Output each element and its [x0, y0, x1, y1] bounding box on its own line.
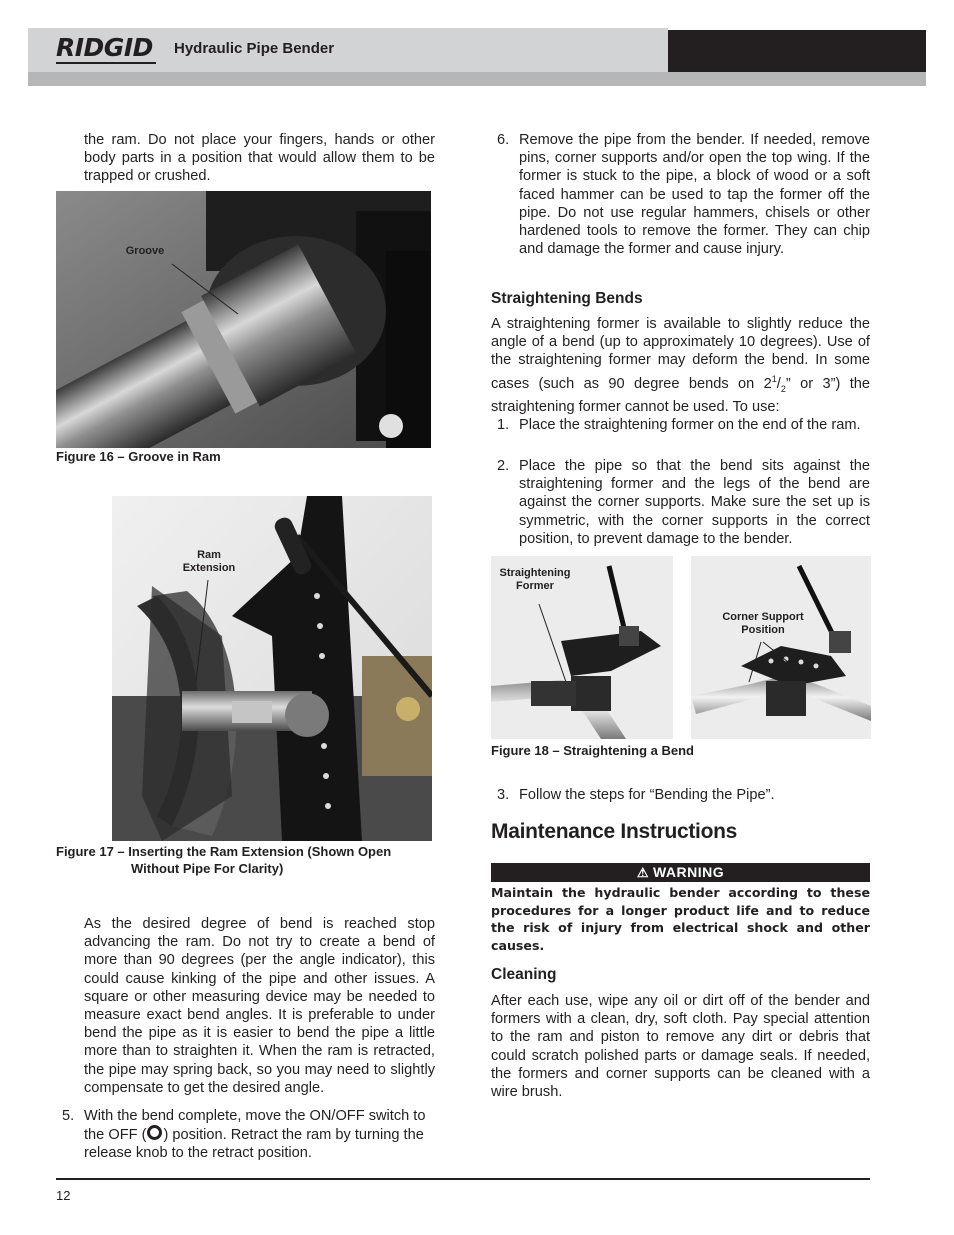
- straightening-intro: [491, 315, 870, 416]
- warning-triangle-icon: ⚠: [636, 865, 649, 880]
- figure-18-photo: [491, 556, 871, 739]
- straightening-step-3-text: Follow the steps for “Bending the Pipe”.: [519, 787, 775, 803]
- corner-support-label-line2: Position: [741, 624, 785, 636]
- logo-underline: [56, 62, 156, 64]
- figure-17-caption: [56, 843, 391, 877]
- groove-label: Groove: [125, 245, 165, 257]
- warning-text: Maintain the hydraulic bender according to these procedures for a longer product life and to reduce the risk of injury from electrical shock and other causes.: [491, 885, 870, 953]
- step-6-text: Remove the pipe from the bender. If needed, remove pins, corner supports and/or open the top wing. If the former is stuck to the pipe, a block of wood or a soft faced hammer can be used to tap the former off the pipe. Do not use regular hammers, chisels or other hardened tools to remove the former. They can chip and damage the former and cause injury.: [519, 132, 870, 258]
- step-6: [497, 131, 870, 258]
- straightening-intro-b: ” or 3”) the straightening former cannot be used. To use:: [491, 375, 870, 415]
- warning-label: WARNING: [652, 864, 725, 880]
- page-number: 12: [56, 1188, 71, 1203]
- straightening-step-1: [497, 416, 870, 434]
- warning-bar: [491, 863, 870, 882]
- straightening-step-3: [497, 786, 870, 804]
- fraction-denominator: 2: [780, 383, 786, 394]
- step-5-text: [84, 1107, 435, 1163]
- fraction-numerator: 1: [771, 373, 777, 384]
- step-5-number: 5.: [62, 1108, 75, 1124]
- figure-16-photo: [56, 191, 431, 448]
- intro-paragraph: the ram. Do not place your fingers, hands or other body parts in a position that would allow them to be trapped or crushed.: [84, 132, 435, 185]
- straightening-former-label-line1: Straightening: [499, 567, 571, 579]
- figure-18-caption: Figure 18 – Straightening a Bend: [491, 743, 694, 758]
- figure-17-caption-line1: Figure 17 – Inserting the Ram Extension (Shown Open: [56, 844, 392, 859]
- straightening-step-2-text: Place the pipe so that the bend sits against the straightening former and the legs of the bend are against the corner supports. Make sure the set up is symmetric, with the corner supports in the correct position, to prevent damage to the bender.: [519, 458, 870, 547]
- ram-extension-leader-line: [112, 496, 432, 841]
- header-title: Hydraulic Pipe Bender: [174, 40, 335, 57]
- step-5: [62, 1107, 435, 1163]
- cleaning-text: After each use, wipe any oil or dirt off of the bender and formers with a clean, dry, soft cloth. Pay special attention to the ram and piston to remove any dirt or debris that could scratch polished parts or damage seals. If needed, the formers and corner supports can be cleaned with a wire brush.: [491, 993, 870, 1101]
- figure-17-photo: [112, 496, 432, 841]
- straightening-step-2-number: 2.: [497, 458, 510, 474]
- straightening-bends-heading: Straightening Bends: [491, 290, 643, 307]
- groove-leader-line: [56, 191, 431, 448]
- corner-support-label-line1: Corner Support: [722, 611, 804, 623]
- figure-18-leader-lines: [491, 556, 871, 739]
- ridgid-logo: RIDGID: [56, 33, 153, 62]
- step-5-text-b: ) position. Retract the ram by turning the release knob to the retract position.: [84, 1127, 424, 1162]
- straightening-former-label-line2: Former: [516, 580, 554, 592]
- off-switch-icon: [147, 1125, 162, 1140]
- header-black-tab: [668, 30, 926, 72]
- step-5-text-a: With the bend complete, move the ON/OFF switch to the OFF (: [84, 1108, 426, 1144]
- ram-extension-label-line1: Ram: [197, 549, 221, 561]
- ram-extension-label-line2: Extension: [182, 562, 236, 574]
- header-shadow-band: [28, 72, 926, 86]
- step-6-number: 6.: [497, 132, 510, 148]
- straightening-step-1-text: Place the straightening former on the end of the ram.: [519, 417, 861, 433]
- fraction-slash: /: [776, 375, 781, 392]
- footer-rule: [56, 1178, 870, 1180]
- straightening-intro-a: A straightening former is available to slightly reduce the angle of a bend (up to approximately 10 degrees). Use of the straightening former may deform the bend. In some cases (such as 90 degree bends on 2: [491, 316, 870, 392]
- cleaning-heading: Cleaning: [491, 966, 557, 983]
- straightening-step-2: [497, 457, 870, 548]
- figure-17-caption-line2: Without Pipe For Clarity): [131, 861, 284, 876]
- straightening-step-1-number: 1.: [497, 417, 510, 433]
- bend-degree-paragraph: As the desired degree of bend is reached stop advancing the ram. Do not try to create a bend of more than 90 degrees (per the angle indicator), this could cause kinking of the pipe and other issues. A square or other measuring device may be needed to measure exact bend angles. It is preferable to under bend the pipe as it is easier to bend the pipe a little more than to straighten it. When the ram is retracted, the pipe may spring back, so you may need to slightly compensate to get the desired angle.: [84, 916, 435, 1096]
- straightening-step-3-number: 3.: [497, 787, 510, 803]
- maintenance-heading: Maintenance Instructions: [491, 820, 738, 843]
- figure-16-caption: Figure 16 – Groove in Ram: [56, 449, 221, 464]
